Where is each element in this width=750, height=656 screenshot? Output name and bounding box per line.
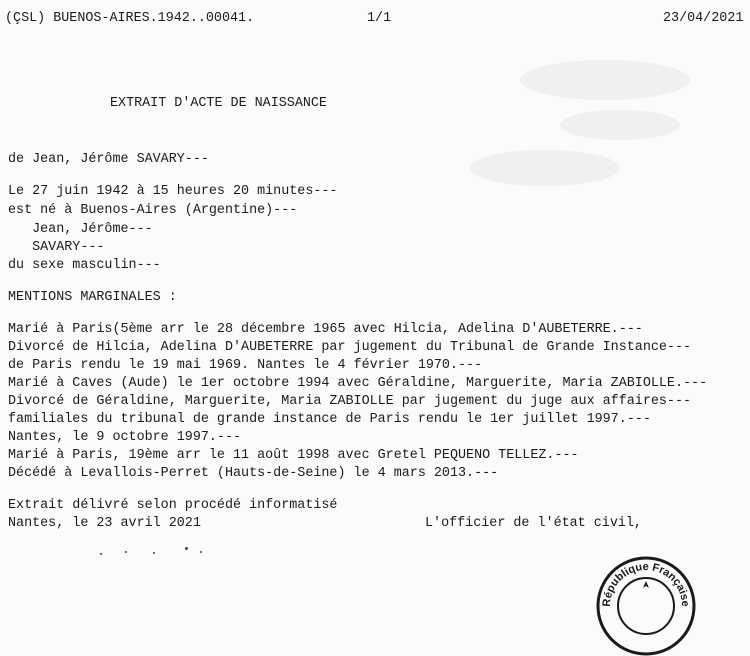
mention-line: Décédé à Levallois-Perret (Hauts-de-Seine) le 4 mars 2013.--- xyxy=(8,466,499,481)
mention-line: Divorcé de Géraldine, Marguerite, Maria ZABIOLLE par jugement du juge aux affaires--- xyxy=(8,394,692,409)
birth-line: Le 27 juin 1942 à 15 heures 20 minutes--- xyxy=(8,184,338,199)
birth-line: du sexe masculin--- xyxy=(8,258,161,273)
seal-text: République Française xyxy=(600,560,692,608)
mention-line: Divorcé de Hilcia, Adelina D'AUBETERRE par jugement du Tribunal de Grande Instance--- xyxy=(8,340,692,355)
scan-smudge xyxy=(470,150,620,186)
issue-place-date: Nantes, le 23 avril 2021 xyxy=(8,516,201,531)
mention-line: Marié à Paris(5ème arr le 28 décembre 1965 avec Hilcia, Adelina D'AUBETERRE.--- xyxy=(8,322,643,337)
birth-line: est né à Buenos-Aires (Argentine)--- xyxy=(8,203,298,218)
scan-speck xyxy=(125,551,127,553)
mention-line: Nantes, le 9 octobre 1997.--- xyxy=(8,430,242,445)
scan-smudge xyxy=(520,60,690,100)
subject-line: de Jean, Jérôme SAVARY--- xyxy=(8,152,209,167)
document-title: EXTRAIT D'ACTE DE NAISSANCE xyxy=(110,96,327,111)
delivery-note: Extrait délivré selon procédé informatisé xyxy=(8,498,338,513)
header-date: 23/04/2021 xyxy=(663,11,744,26)
document-reference: (ÇSL) BUENOS-AIRES.1942..00041. xyxy=(5,11,255,26)
birth-line: SAVARY--- xyxy=(8,240,105,255)
officer-signature-label: L'officier de l'état civil, xyxy=(425,516,642,531)
mention-line: familiales du tribunal de grande instance de Paris rendu le 1er juillet 1997.--- xyxy=(8,412,651,427)
scan-speck xyxy=(185,547,188,550)
scan-speck xyxy=(100,553,102,555)
mention-line: Marié à Caves (Aude) le 1er octobre 1994 avec Géraldine, Marguerite, Maria ZABIOLLE.--- xyxy=(8,376,708,391)
scan-smudge xyxy=(560,110,680,140)
mention-line: Marié à Paris, 19ème arr le 11 août 1998 avec Gretel PEQUENO TELLEZ.--- xyxy=(8,448,579,463)
mention-line: de Paris rendu le 19 mai 1969. Nantes le 4 février 1970.--- xyxy=(8,358,483,373)
scan-speck xyxy=(200,551,202,553)
page-number: 1/1 xyxy=(367,11,392,26)
official-seal xyxy=(596,556,696,656)
birth-line: Jean, Jérôme--- xyxy=(8,222,153,237)
mentions-heading: MENTIONS MARGINALES : xyxy=(8,290,177,305)
scan-speck xyxy=(153,552,155,554)
